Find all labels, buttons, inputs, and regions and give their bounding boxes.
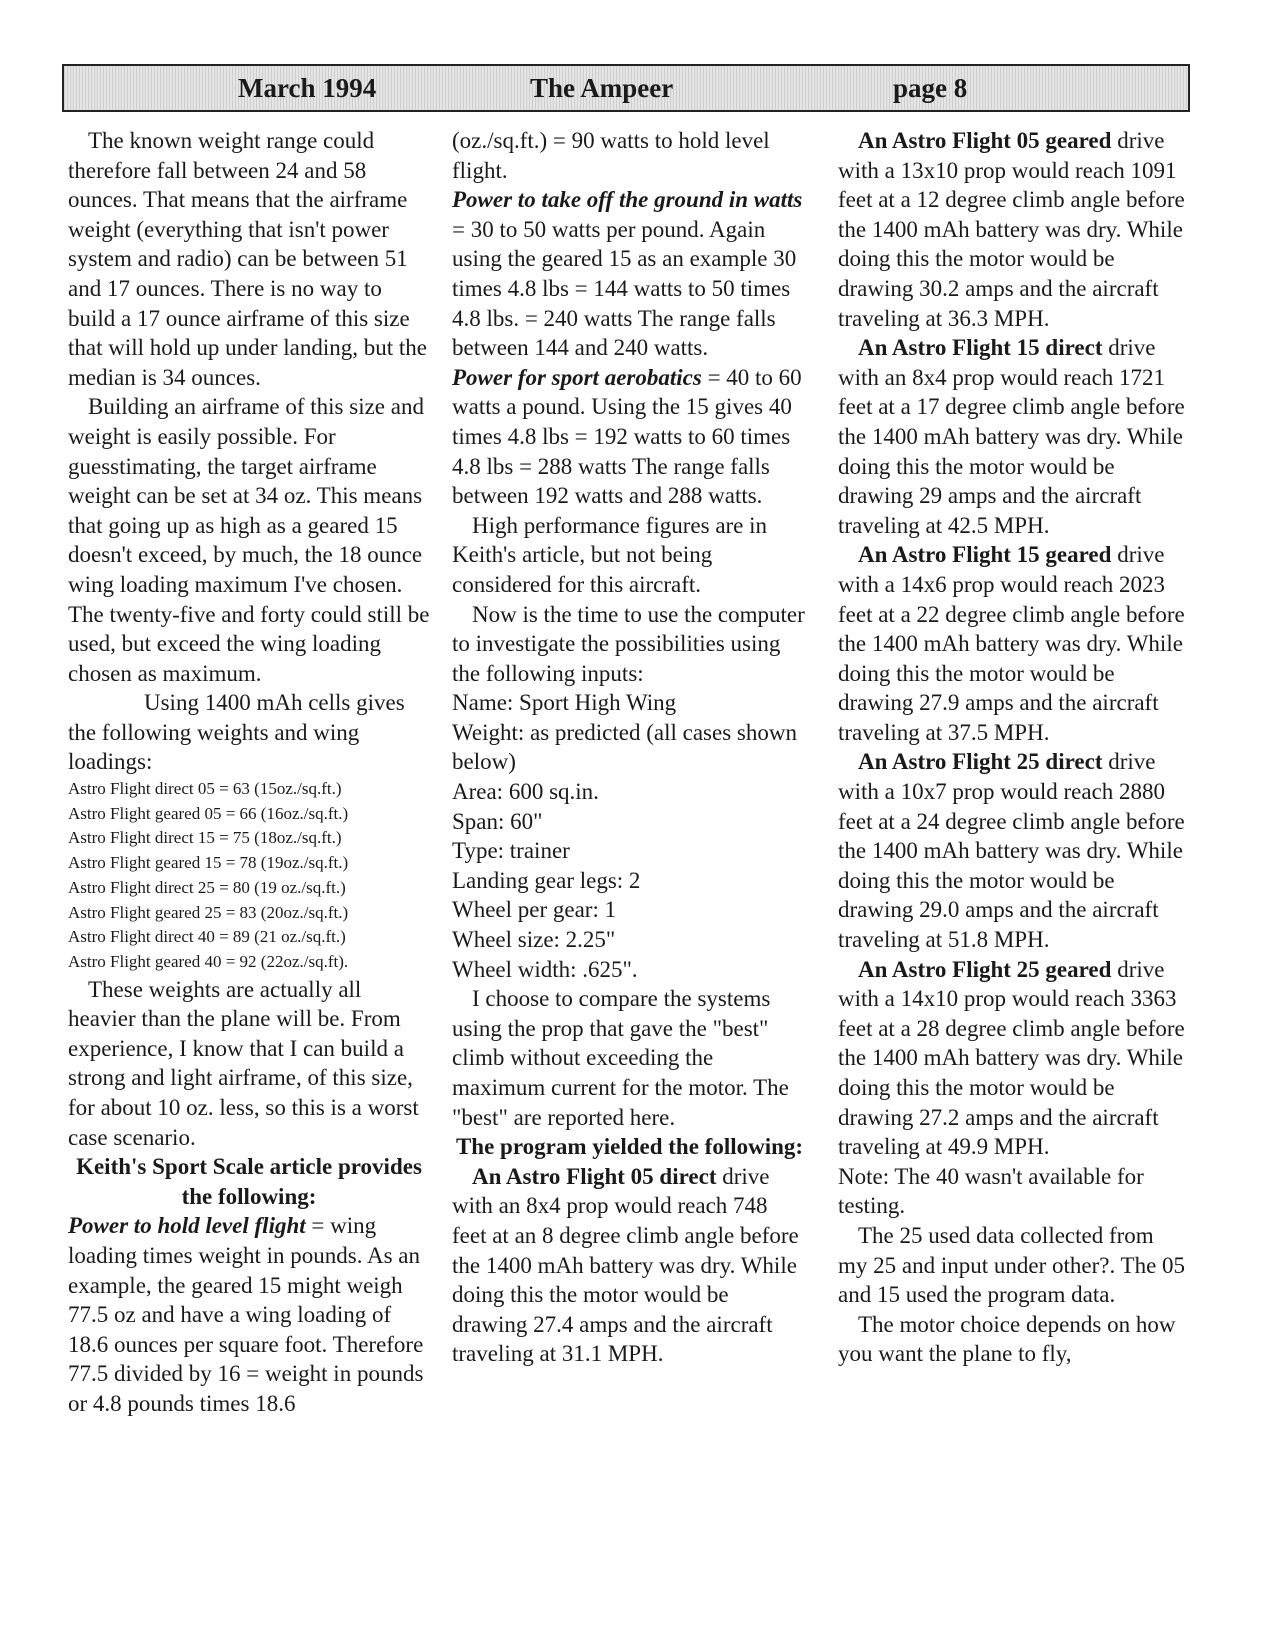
input-list <box>452 688 807 984</box>
page-header <box>62 64 1190 112</box>
section-heading: Keith's Sport Scale article provides the following: <box>76 1154 422 1209</box>
list-item: Name: Sport High Wing <box>452 690 677 716</box>
paragraph-text: = wing loading times weight in pounds. As an example, the geared 15 might weigh 77.5 oz and have a wing loading of 18.6 ounces per square foot. Therefore 77.5 divided by 16 = weight in pounds or 4.8 pounds times 18.6 <box>68 1213 424 1416</box>
list-item: Area: 600 sq.in. <box>452 779 599 805</box>
paragraph: High performance figures are in Keith's article, but not being considered for this aircraft. <box>452 512 768 597</box>
list-item: Landing gear legs: 2 <box>452 867 641 893</box>
paragraph <box>838 747 1188 954</box>
inline-label: Power for sport aerobatics <box>452 364 702 390</box>
list-item: Wheel width: .625". <box>452 956 638 982</box>
section-heading: The program yielded the following: <box>455 1134 804 1160</box>
list-item: Wheel per gear: 1 <box>452 897 617 923</box>
paragraph: The motor choice depends on how you want the plane to fly, <box>838 1311 1176 1367</box>
inline-label: An Astro Flight 25 direct <box>858 749 1103 775</box>
paragraph-text: drive with an 8x4 prop would reach 1721 feet at a 17 degree climb angle before the 1400 mAh battery was dry. While doing this the motor would be drawing 29 amps and the aircraft traveling at 42.5 MPH. <box>838 335 1185 538</box>
paragraph <box>838 333 1188 540</box>
paragraph: The 25 used data collected from my 25 and input under other?. The 05 and 15 used the program data. <box>838 1222 1186 1308</box>
paragraph <box>68 1211 430 1418</box>
paragraph: Building an airframe of this size and weight is easily possible. For guesstimating, the target airframe weight can be set at 34 oz. This means that going up as high as a geared 15 doesn't exceed, by much, the 18 ounce wing loading maximum I've chosen. The twenty-five and forty could still be used, but exceed the wing loading chosen as maximum. <box>68 394 430 686</box>
list-item: Astro Flight geared 40 = 92 (22oz./sq.ft). <box>68 951 349 971</box>
paragraph-text: = 40 to 60 watts a pound. Using the 15 gives 40 times 4.8 lbs = 192 watts to 60 times 4.8 lbs = 288 watts The range falls between 192 watts and 288 watts. <box>452 364 802 509</box>
paragraph: I choose to compare the systems using the prop that gave the "best" climb without exceeding the maximum current for the motor. The "best" are reported here. <box>452 986 789 1130</box>
paragraph <box>452 185 807 363</box>
list-item: Type: trainer <box>452 838 570 864</box>
list-item: Astro Flight direct 05 = 63 (15oz./sq.ft.) <box>68 779 342 799</box>
inline-label: Power to take off the ground in watts <box>452 187 803 213</box>
inline-label: An Astro Flight 15 direct <box>858 335 1103 361</box>
inline-label: An Astro Flight 25 geared <box>858 956 1112 982</box>
paragraph-text: drive with a 14x10 prop would reach 3363 feet at a 28 degree climb angle before the 1400 mAh battery was dry. While doing this the motor would be drawing 27.2 amps and the aircraft traveling at 49.9 MPH. <box>838 956 1185 1160</box>
note: Note: The 40 wasn't available for testing. <box>838 1163 1144 1219</box>
column-3 <box>838 126 1188 1369</box>
list-item: Astro Flight direct 15 = 75 (18oz./sq.ft.) <box>68 828 342 848</box>
list-item: Astro Flight geared 05 = 66 (16oz./sq.ft.) <box>68 803 349 823</box>
paragraph-text: = 30 to 50 watts per pound. Again using the geared 15 as an example 30 times 4.8 lbs = 144 watts to 50 times 4.8 lbs. = 240 watts The range falls between 144 and 240 watts. <box>452 216 797 361</box>
paragraph: Now is the time to use the computer to investigate the possibilities using the following inputs: <box>452 601 805 686</box>
list-item: Astro Flight geared 25 = 83 (20oz./sq.ft.) <box>68 902 349 922</box>
list-item: Astro Flight direct 40 = 89 (21 oz./sq.ft.) <box>68 927 346 947</box>
inline-label: An Astro Flight 05 geared <box>858 128 1112 153</box>
inline-label: Power to hold level flight <box>68 1213 306 1239</box>
paragraph-text: drive with an 8x4 prop would reach 748 feet at an 8 degree climb angle before the 1400 mAh battery was dry. While doing this the motor would be drawing 27.4 amps and the aircraft traveling at 31.1 MPH. <box>452 1163 799 1367</box>
inline-label: An Astro Flight 05 direct <box>472 1163 717 1189</box>
paragraph-text: drive with a 10x7 prop would reach 2880 feet at a 24 degree climb angle before the 1400 mAh battery was dry. While doing this the motor would be drawing 29.0 amps and the aircraft traveling at 51.8 MPH. <box>838 749 1185 953</box>
inline-label: An Astro Flight 15 geared <box>858 542 1112 568</box>
list-item: Span: 60" <box>452 808 543 834</box>
paragraph <box>452 1162 807 1369</box>
paragraph: These weights are actually all heavier than the plane will be. From experience, I know that I can build a strong and light airframe, of this size, for about 10 oz. less, so this is a worst case scenario. <box>68 976 419 1150</box>
list-item: Wheel size: 2.25" <box>452 927 616 953</box>
paragraph-text: drive with a 13x10 prop would reach 1091 feet at a 12 degree climb angle before the 1400 mAh battery was dry. While doing this the motor would be drawing 30.2 amps and the aircraft traveling at 36.3 MPH. <box>838 128 1185 331</box>
paragraph: (oz./sq.ft.) = 90 watts to hold level flight. <box>452 128 770 183</box>
list-item: Astro Flight geared 15 = 78 (19oz./sq.ft.) <box>68 853 349 873</box>
paragraph: The known weight range could therefore fall between 24 and 58 ounces. That means that the airframe weight (everything that isn't power system and radio) can be between 51 and 17 ounces. There is no way to build a 17 ounce airframe of this size that will hold up under landing, but the median is 34 ounces. <box>68 128 428 390</box>
list-item: Astro Flight direct 25 = 80 (19 oz./sq.ft.) <box>68 877 346 897</box>
column-1 <box>68 126 430 1419</box>
paragraph <box>838 955 1188 1162</box>
paragraph-text: drive with a 14x6 prop would reach 2023 feet at a 22 degree climb angle before the 1400 mAh battery was dry. While doing this the motor would be drawing 27.9 amps and the aircraft traveling at 37.5 MPH. <box>838 542 1185 745</box>
paragraph <box>452 363 807 511</box>
header-page-number: page 8 <box>893 73 968 103</box>
header-date: March 1994 <box>238 73 377 103</box>
paragraph <box>838 540 1188 747</box>
paragraph <box>838 126 1188 333</box>
column-2 <box>452 126 807 1369</box>
header-title: The Ampeer <box>530 73 674 103</box>
list-item: Weight: as predicted (all cases shown below) <box>452 719 797 775</box>
paragraph: Using 1400 mAh cells gives the following weights and wing loadings: <box>68 690 405 775</box>
weight-list <box>68 777 430 975</box>
